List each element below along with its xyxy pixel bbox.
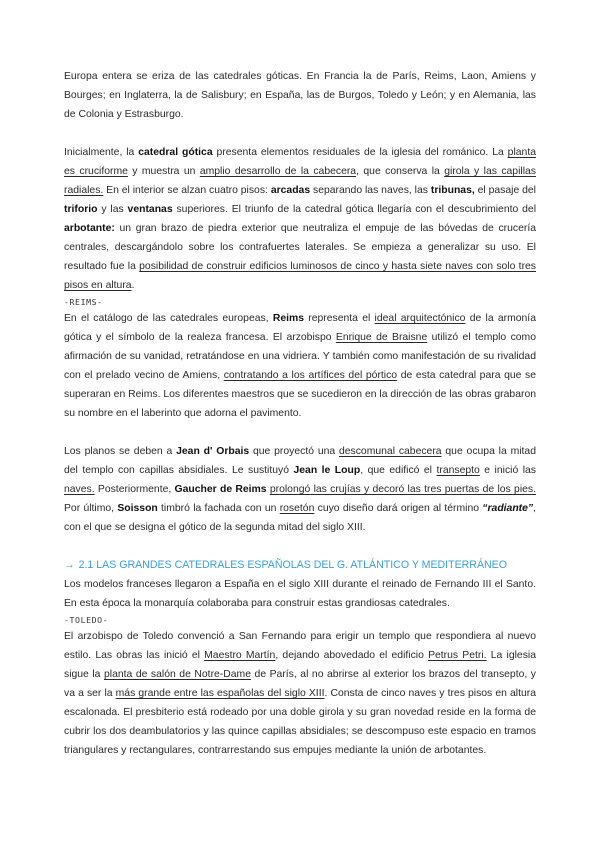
text: superiores. El triunfo de la catedral gótica llegaría con el descubrimiento del: [172, 204, 537, 215]
text: , dejando abovedado el edificio: [275, 650, 429, 661]
text: que ocupa la mitad del templo con capillas absidiales. Le sustituyó: [64, 446, 536, 476]
text: separando las naves, las: [310, 185, 431, 196]
paragraph-modelos: [64, 575, 536, 613]
spacer: [64, 124, 536, 143]
underlined-phrase: amplio desarrollo de la cabecera: [199, 166, 357, 177]
bold-term: Jean le Loup: [293, 465, 361, 476]
paragraph-reims: [64, 309, 536, 423]
bold-term: ventanas: [127, 204, 173, 215]
paragraph-planos: [64, 442, 536, 537]
text: el pasaje del: [474, 185, 536, 196]
paragraph-catedral-gotica: [64, 143, 536, 295]
bold-term: Soisson: [117, 503, 158, 514]
bold-term: triforio: [64, 204, 98, 215]
text: , con el que se designa el gótico de la segunda mitad del siglo XIII.: [64, 503, 536, 533]
underlined-phrase: planta de salón de Notre-Dame: [104, 669, 251, 680]
text: y las: [97, 204, 128, 215]
underlined-phrase: Petrus Petri.: [428, 650, 487, 661]
text: presenta elementos residuales de la iglesia del románico. La: [212, 147, 508, 158]
text: Por último,: [64, 503, 118, 514]
text: , que edificó el: [360, 465, 437, 476]
bold-term: Gaucher de Reims: [174, 484, 267, 495]
text: , que conserva la: [356, 166, 445, 177]
text: y muestra un: [127, 166, 200, 177]
spacer: [64, 537, 536, 556]
text: El arzobispo de Toledo convenció a San Fernando para erigir un templo que respondiera al nuevo estilo. Las obras las inició el: [64, 631, 536, 661]
text: de la armonía gótica y el símbolo de la realeza francesa. El arzobispo: [64, 313, 536, 343]
bold-term: Jean d' Orbais: [176, 446, 250, 457]
underlined-phrase: más grande entre las españolas del siglo XIII: [115, 688, 325, 699]
text: Inicialmente, la: [64, 147, 139, 158]
underlined-phrase: ideal arquitectónico: [374, 313, 466, 324]
underlined-phrase: posibilidad de construir edificios luminosos de cinco y hasta siete naves con solo tres pisos en altura: [64, 261, 536, 291]
underlined-phrase: contratando a los artífices del pórtico: [223, 370, 398, 381]
text: cuyo diseño dará origen al término: [314, 503, 483, 514]
text: representa el: [304, 313, 375, 324]
underlined-phrase: planta es cruciforme: [64, 147, 536, 177]
text: . Consta de cinco naves y tres pisos en altura escalonada. El presbiterio está rodeado por una doble girola y su gran novedad reside en la forma de cubrir los dos deambulatorios y las quince capillas absidiales; se descompuso este espacio en tramos triangulares y rectangulares, contrarrestando sus empujes mediante la unión de arbotantes.: [64, 688, 536, 756]
text: timbró la fachada con un: [157, 503, 280, 514]
text: Europa entera se eriza de las catedrales góticas. En Francia la de París, Reims, Laon, Amiens y Bourges; en Inglaterra, la de Salisbury; en España, las de Burgos, Toledo y León; y en Alemania, las de Colonia y Estrasburgo.: [64, 71, 536, 120]
text: En el interior se alzan cuatro pisos:: [103, 185, 271, 196]
text: que proyectó una: [249, 446, 339, 457]
text: de esta catedral para que se superaran en Reims. Los diferentes maestros que se sucedieron en la dirección de las obras grabaron su nombre en el laberinto que adorna el pavimento.: [64, 370, 536, 419]
paragraph-toledo: [64, 627, 536, 760]
handwritten-note-toledo: -TOLEDO-: [64, 615, 109, 625]
text: En el catálogo de las catedrales europeas,: [64, 313, 273, 324]
bold-term: Reims: [272, 313, 305, 324]
handwritten-note-reims: -REIMS-: [64, 297, 103, 307]
bold-term: arbotante:: [64, 223, 115, 234]
section-title: 2.1 LAS GRANDES CATEDRALES ESPAÑOLAS DEL G. ATLÁNTICO Y MEDITERRÁNEO: [78, 559, 507, 571]
section-heading: [64, 556, 536, 575]
underlined-phrase: descomunal cabecera: [338, 446, 442, 457]
underlined-phrase: transepto: [436, 465, 480, 476]
underlined-phrase: girola y las capillas radiales.: [64, 166, 536, 196]
text: un gran brazo de piedra exterior que neutraliza el empuje de las bóvedas de crucería centrales, descargándolo sobre los contrafuertes laterales. Se empieza a generalizar su uso. El resultado fue la: [64, 223, 536, 272]
underlined-phrase: Maestro Martín: [204, 650, 276, 661]
bold-term: arcadas: [270, 185, 311, 196]
text: utilizó el templo como afirmación de su vanidad, retratándose en una vidriera. Y también como manifestación de su rivalidad con el prelado vecino de Amiens,: [64, 332, 536, 381]
underlined-phrase: naves.: [64, 484, 95, 495]
underlined-phrase: rosetón: [279, 503, 315, 514]
text: La iglesia sigue la: [64, 650, 536, 680]
text: de París, al no abrirse al exterior los brazos del transepto, y va a ser la: [64, 669, 536, 699]
paragraph-intro: [64, 67, 536, 124]
bold-term: tribunas,: [430, 185, 475, 196]
text: Los planos se deben a: [64, 446, 177, 457]
text: .: [131, 280, 135, 291]
underlined-phrase: Enrique de Braisne: [335, 332, 428, 343]
bold-italic-term: “radiante”: [482, 503, 534, 514]
underlined-phrase: prolongó las crujías y decoró las tres puertas de los pies.: [269, 484, 536, 495]
bold-term: catedral gótica: [138, 147, 213, 158]
text: Los modelos franceses llegaron a España en el siglo XIII durante el reinado de Fernando III el Santo. En esta época la monarquía colaboraba para construir estas grandiosas catedrales.: [64, 579, 536, 609]
arrow-right-icon: →: [64, 559, 75, 571]
text: e inició las: [479, 465, 536, 476]
spacer: [64, 423, 536, 442]
text: Posteriormente,: [94, 484, 175, 495]
